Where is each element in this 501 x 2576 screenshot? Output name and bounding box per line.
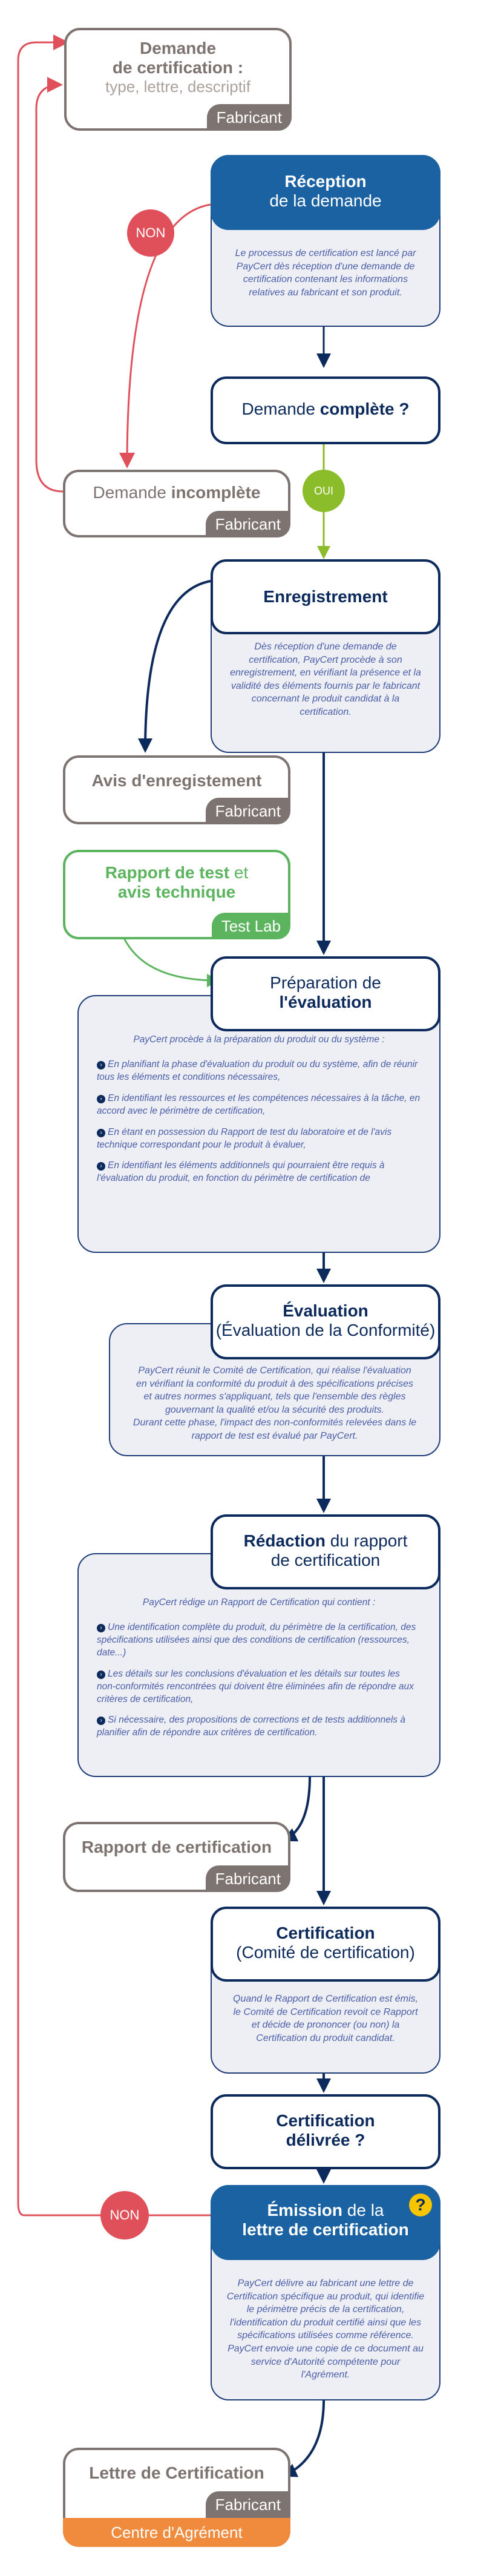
preparation-bullet-text: En identifiant les éléments additionnels qui pourraient être requis à l'évaluation du produit, en fonction du périmètre de certification de <box>97 1160 385 1184</box>
preparation-bullet-text: En identifiant les ressources et les compétences nécessaires à la tâche, en accord avec le périmètre de certification, <box>97 1092 421 1116</box>
complete-question-label <box>213 399 438 419</box>
issuance-title-line2: lettre de certification <box>242 2220 409 2239</box>
delivered-question-node[interactable] <box>211 2094 440 2169</box>
request-title-line2: de certification : <box>112 58 244 77</box>
drafting-bullet-2 <box>97 1668 421 1706</box>
complete-question-label-b: complète ? <box>319 399 410 418</box>
drafting-intro: PayCert rédige un Rapport de Certification qui contient : <box>142 1597 376 1608</box>
certification-title: Certification <box>276 1924 375 1942</box>
notice-label: Avis d'enregistement <box>91 771 262 790</box>
reception-text: Le processus de certification est lancé par PayCert dès réception d'une demande de certification contenant les informations relatives au fabricant et son produit. <box>235 248 416 298</box>
certification-text: Quand le Rapport de Certification est émis, le Comité de Certification revoit ce Rapport et décide de prononcer (ou non) la Certification du produit candidat. <box>233 1994 418 2043</box>
drafting-bullet-text: Si nécessaire, des propositions de corrections et de tests additionnels à planifier afin de répondre aux critères de certification. <box>97 1715 405 1738</box>
edge-registration-notice <box>145 581 211 751</box>
preparation-title-line1: Préparation de <box>270 973 381 992</box>
test-report-line1-b: et <box>229 863 249 882</box>
complete-question-node[interactable] <box>211 376 440 444</box>
notice-node[interactable] <box>63 755 290 824</box>
notice-tag: Fabricant <box>206 798 290 824</box>
registration-header[interactable] <box>211 559 440 634</box>
letter-tag: Fabricant <box>206 2491 290 2518</box>
drafting-header[interactable] <box>211 1514 440 1589</box>
issuance-title-a: Émission <box>267 2201 342 2220</box>
request-title-line1: Demande <box>139 39 217 58</box>
no-badge: NON <box>127 209 174 257</box>
registration-title: Enregistrement <box>263 587 388 606</box>
incomplete-tag: Fabricant <box>206 511 290 537</box>
preparation-header[interactable] <box>211 956 440 1031</box>
test-report-node[interactable] <box>63 850 290 939</box>
preparation-bullet-1 <box>97 1059 421 1084</box>
issuance-text: PayCert délivre au fabricant une lettre de Certification spécifique au produit, qui identifie le périmètre précis de la certification, l'identification du produit certifié ainsi que les spécifications utilisées comme référence. PayCert envoie une copie de ce document au service d'Autorité compétente pour l'Agrément. <box>226 2278 425 2380</box>
test-report-line1-a: Rapport de test <box>105 863 230 882</box>
incomplete-label-b: incomplète <box>171 483 261 502</box>
drafting-title-a: Rédaction <box>243 1531 326 1550</box>
incomplete-node[interactable] <box>63 470 290 537</box>
letter-label: Lettre de Certification <box>89 2463 264 2482</box>
chevron-right-icon: › <box>97 1671 105 1679</box>
preparation-title-line2: l'évaluation <box>279 993 372 1011</box>
evaluation-subtitle: (Évaluation de la Conformité) <box>215 1321 436 1339</box>
letter-tag-2: Centre d'Agrément <box>63 2518 290 2547</box>
no-badge-2: NON <box>100 2191 149 2239</box>
delivered-question-line2: délivrée ? <box>286 2131 365 2149</box>
drafting-bullet-text: Une identification complète du produit, du périmètre de la certification, des spécifications utilisées ainsi que des conditions de certification (ressources, date...) <box>97 1622 416 1658</box>
preparation-panel <box>77 995 440 1253</box>
registration-text: Dès réception d'une demande de certification, PayCert procède à son enregistrement, en vérifiant la présence et la validité des éléments fournis par le fabricant concernant le produit candidat à la certification. <box>230 642 421 717</box>
edge-test-preparation <box>124 938 218 981</box>
incomplete-label-a: Demande <box>93 483 171 502</box>
test-report-line2: avis technique <box>117 882 236 901</box>
test-report-line1 <box>65 863 288 882</box>
preparation-intro: PayCert procède à la préparation du produit ou du système : <box>133 1034 385 1045</box>
drafting-bullet-3 <box>97 1714 421 1740</box>
request-tag: Fabricant <box>207 104 292 131</box>
cert-report-tag: Fabricant <box>206 1865 290 1892</box>
reception-title: Réception <box>284 172 367 191</box>
preparation-bullet-text: En planifiant la phase d'évaluation du produit ou du système, afin de réunir tous les éléments et conditions nécessaires, <box>97 1059 418 1082</box>
evaluation-header[interactable] <box>211 1284 440 1359</box>
drafting-bullet-1 <box>97 1622 421 1660</box>
chevron-right-icon: › <box>97 1162 105 1171</box>
help-icon[interactable]: ? <box>409 2193 432 2216</box>
chevron-right-icon: › <box>97 1061 105 1070</box>
drafting-title-line1 <box>213 1531 438 1551</box>
preparation-bullet-4 <box>97 1160 421 1185</box>
cert-report-label: Rapport de certification <box>81 1838 272 1856</box>
issuance-title-b: de la <box>342 2201 384 2220</box>
certification-header[interactable] <box>211 1907 440 1982</box>
test-report-tag: Test Lab <box>212 913 290 939</box>
reception-header[interactable] <box>211 155 440 230</box>
yes-badge: OUI <box>303 470 345 512</box>
chevron-right-icon: › <box>97 1624 105 1632</box>
drafting-bullet-text: Les détails sur les conclusions d'évaluation et les détails sur toutes les non-conformités rencontrées qui doivent être éliminées afin de répondre aux critères de certification, <box>97 1668 414 1704</box>
request-node[interactable] <box>64 28 292 131</box>
cert-report-node[interactable] <box>63 1822 290 1892</box>
chevron-right-icon: › <box>97 1717 105 1725</box>
reception-subtitle: de la demande <box>269 191 382 210</box>
preparation-bullet-2 <box>97 1092 421 1118</box>
evaluation-title: Évaluation <box>283 1301 368 1320</box>
edge-incomplete-request <box>36 85 63 491</box>
drafting-title-line2: de certification <box>270 1551 381 1569</box>
evaluation-text2: Durant cette phase, l'impact des non-conformités relevées dans le rapport de test est évalué par PayCert. <box>133 1418 417 1441</box>
request-subtitle: type, lettre, descriptif <box>105 77 250 96</box>
preparation-bullet-text: En étant en possession du Rapport de test du laboratoire et de l'avis technique correspondant pour le produit à évaluer, <box>97 1126 392 1150</box>
letter-node[interactable] <box>63 2448 290 2518</box>
incomplete-label <box>65 483 288 502</box>
complete-question-label-a: Demande <box>241 399 320 418</box>
chevron-right-icon: › <box>97 1129 105 1137</box>
drafting-title-b: du rapport <box>325 1531 408 1550</box>
chevron-right-icon: › <box>97 1095 105 1103</box>
certification-subtitle: (Comité de certification) <box>236 1943 415 1962</box>
evaluation-text1: PayCert réunit le Comité de Certification, qui réalise l'évaluation en vérifiant la conformité du produit à des spécifications précises et autres normes s'appliquant, tels que l'ensemble des règles gouvernant la qualité et/ou la sécurité des produits. <box>136 1365 413 1415</box>
preparation-bullet-3 <box>97 1126 421 1152</box>
issuance-header[interactable] <box>211 2185 440 2260</box>
delivered-question-line1: Certification <box>276 2111 375 2130</box>
issuance-title-line1 <box>211 2201 440 2220</box>
